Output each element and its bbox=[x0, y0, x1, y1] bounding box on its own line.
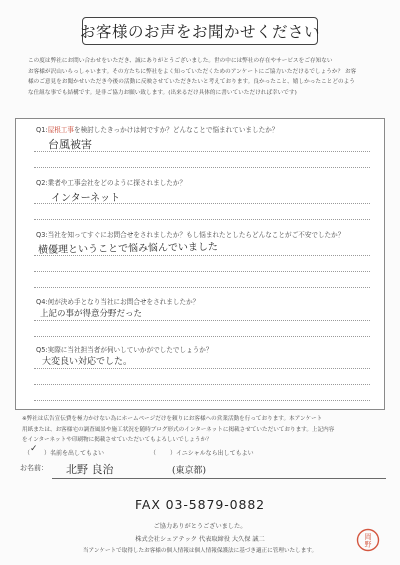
title-box bbox=[80, 17, 321, 45]
svg-text:岡: 岡 bbox=[364, 533, 372, 541]
answer-line bbox=[34, 336, 370, 337]
answer-line bbox=[34, 151, 370, 152]
answer-1: 台風被害 bbox=[48, 138, 92, 151]
consent-option-initial[interactable]: （ ）イニシャルなら出してもよい bbox=[150, 450, 254, 457]
question-text: 業者や工事会社をどのように探されましたか？ bbox=[47, 179, 187, 187]
answer-line bbox=[34, 219, 370, 220]
intro-line: この度は弊社にお問い合わせをいただき、誠にありがとうございました。世の中には弊社の存在やサービスをご存知ない bbox=[28, 58, 333, 64]
answer-line bbox=[34, 255, 370, 256]
answer-line bbox=[34, 320, 370, 321]
seal-stamp-icon bbox=[356, 528, 380, 552]
name-label: お名前： bbox=[20, 464, 48, 472]
svg-text:野: 野 bbox=[364, 540, 372, 549]
question-number: Q4: bbox=[36, 298, 48, 306]
question-4 bbox=[36, 296, 199, 306]
check-mark-icon: ✓ bbox=[30, 444, 38, 454]
question-highlight: 屋根工事 bbox=[47, 126, 74, 134]
question-number: Q5: bbox=[36, 346, 48, 354]
answer-2: インターネット bbox=[51, 193, 121, 204]
page-title: お客様のお声をお聞かせください bbox=[80, 23, 321, 41]
notice-line: ※弊社は広告宣伝費を極力かけない為にホームページだけを頼りにお客様への営業活動を行っております。本アンケート bbox=[22, 416, 323, 422]
company-signature: 株式会社シェアテック 代表取締役 大久保 誠二 bbox=[135, 536, 265, 543]
question-form bbox=[15, 118, 385, 410]
name-underline bbox=[52, 478, 386, 479]
answer-line bbox=[34, 368, 370, 369]
question-text: 実際に当社担当者が伺いしていかがでしたでしょうか？ bbox=[47, 346, 213, 354]
fax-number: FAX 03-5879-0882 bbox=[134, 497, 266, 512]
consent-label: イニシャルなら出してもよい bbox=[176, 450, 254, 457]
question-5 bbox=[36, 344, 212, 354]
answer-line bbox=[34, 287, 370, 288]
notice-line: 用紙または、お客様宅の調査風景や施工状況を随時ブログ形式のインターネットに掲載させていただいております。上記内容 bbox=[22, 426, 335, 433]
question-text: 何が決め手となり当社にお問合せをされましたか？ bbox=[47, 298, 200, 306]
question-number: Q1: bbox=[36, 126, 48, 134]
privacy-note: 当アンケートで取得したお客様の個人情報は個人情報保護法に基づき適正に管理いたします。 bbox=[82, 548, 318, 554]
customer-prefecture: (東京都) bbox=[172, 466, 207, 476]
customer-name: 北野 良治 bbox=[66, 463, 114, 476]
question-text: を検討したきっかけは何ですか？どんなことで悩まれていましたか？ bbox=[73, 126, 279, 134]
notice-line: をインターネットや印刷物に掲載させていただいてもよろしいでしょうか？ bbox=[22, 437, 212, 443]
thanks-text: ご協力ありがとうございました。 bbox=[153, 523, 247, 530]
question-number: Q2: bbox=[36, 179, 48, 187]
answer-3: 横優理ということで悩み悩んでいました bbox=[37, 241, 219, 256]
answer-4: 上記の事が得意分野だった bbox=[40, 309, 143, 319]
answer-line bbox=[34, 400, 370, 401]
intro-line: お客様が沢山いらっしゃいます。その方たちに弊社をよく知っていただくためのアンケートにご協力いただけるでしょうか？ お客 bbox=[28, 68, 357, 75]
intro-paragraph bbox=[28, 56, 380, 98]
question-2 bbox=[36, 177, 186, 187]
answer-5: 大変良い対応でした。 bbox=[42, 357, 133, 367]
question-1 bbox=[36, 124, 278, 134]
answer-line bbox=[34, 167, 370, 168]
consent-label: 名前を出してもよい bbox=[50, 450, 105, 457]
answer-line bbox=[34, 203, 370, 204]
publication-notice bbox=[22, 414, 382, 446]
intro-line: 様のご意見をお聞かせいただき今後の活動に反映させていただきたいと考えております。良かったこと、嬉しかったことどのよう bbox=[28, 79, 355, 86]
answer-line bbox=[34, 384, 370, 385]
question-number: Q3: bbox=[36, 231, 48, 239]
consent-option-name[interactable]: （ ）名前を出してもよい bbox=[24, 450, 105, 457]
question-text: 当社を知ってすぐにお問合せをされましたか？もし悩まれたとしたらどんなことがご不安でしたか？ bbox=[47, 231, 345, 239]
answer-line bbox=[34, 271, 370, 272]
intro-line: な仕組な事でも結構です。是非ご協力お願い致します。(出来るだけ具体的に書いていただければ幸いです) bbox=[28, 89, 297, 96]
